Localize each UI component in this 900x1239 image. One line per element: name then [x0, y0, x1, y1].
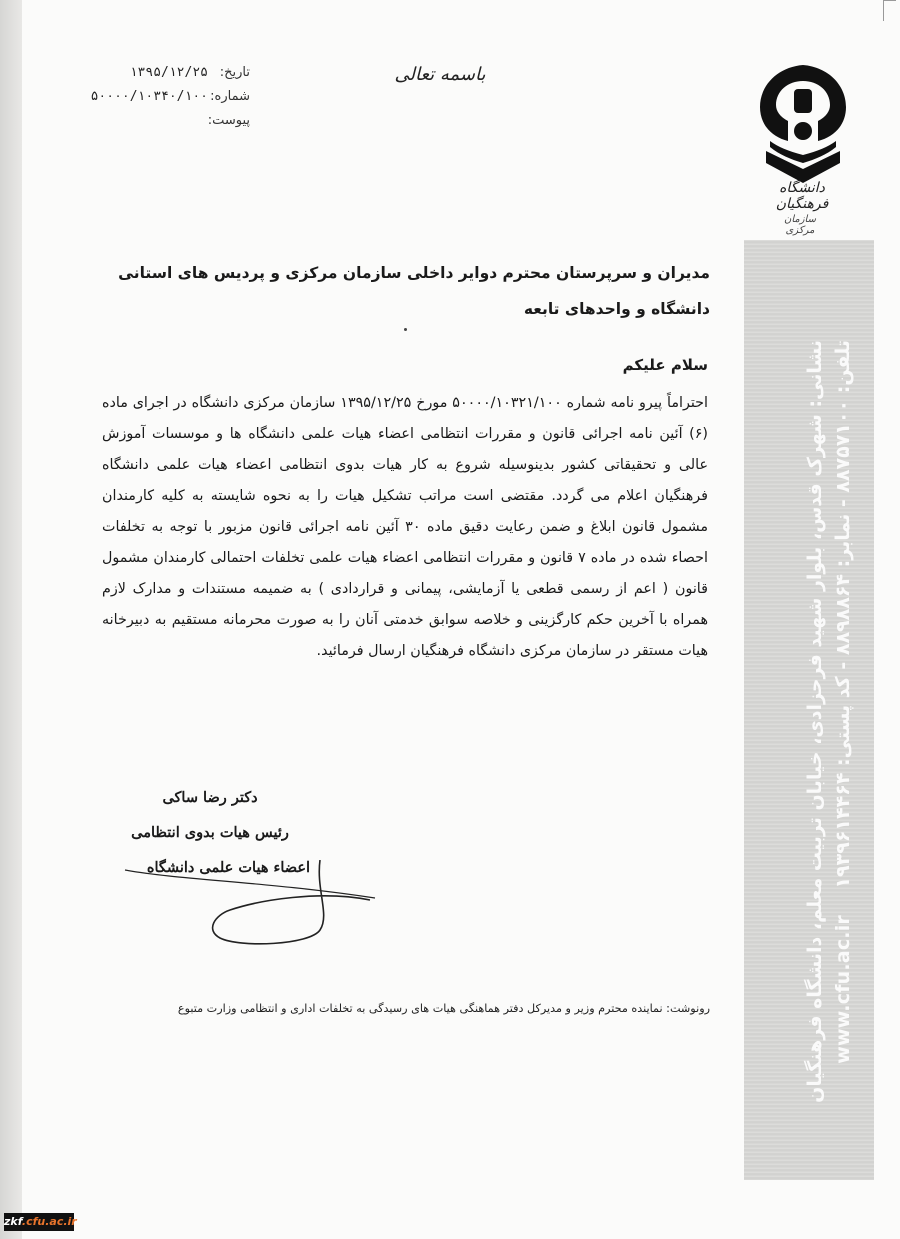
university-name: دانشگاه فرهنگیان — [775, 180, 829, 212]
meta-attachment-row — [80, 108, 250, 132]
scan-speck — [404, 328, 407, 331]
signatory-name: دکتر رضا ساکی — [162, 789, 258, 806]
bismillah-heading: باسمه تعالی — [394, 64, 486, 85]
letter-body: احتراماً پیرو نامه شماره ۵۰۰۰۰/۱۰۳۲۱/۱۰۰ مورخ ۱۳۹۵/۱۲/۲۵ سازمان مرکزی دانشگاه در اجرای ماده (۶) آئین نامه اجرائی قانون و مقررات انتظامی اعضاء هیات علمی دانشگاه ها و موسسات آموزش عالی و تحقیقاتی کشور بدینوسیله شروع به کار هیات بدوی انتظامی اعضاء هیات علمی دانشگاه فرهنگیان اعلام می گردد. مقتضی است مراتب تشکیل هیات را به نحوه شایسته به کلیه کارمندان مشمول قانون ابلاغ و ضمن رعایت دقیق ماده ۳۰ آئین نامه اجرائی قانون مزبور با توجه به تخلفات احصاء شده در ماده ۷ قانون و مقررات انتظامی اعضاء هیات علمی تخلفات احتمالی کارمندان مشمول قانون ( اعم از رسمی قطعی یا آزمایشی، پیمانی و قراردادی ) به ضمیمه مستندات و مدارک لازم همراه با آخرین حکم کارگزینی و خلاصه سوابق خدمتی آنان را به صورت محرمانه مستقیم به دبیرخانه هیات مستقر در سازمان مرکزی دانشگاه فرهنگیان ارسال فرمائید. — [102, 395, 708, 659]
meta-date-value: ۱۳۹۵/۱۲/۲۵ — [129, 64, 208, 80]
signatory-title-2: اعضاء هیات علمی دانشگاه — [146, 859, 310, 876]
meta-attachment-label: پیوست: — [207, 112, 250, 128]
side-strip-website: www.cfu.ac.ir — [832, 915, 854, 1064]
side-strip-address: نشانی: شهرک قدس، بلوار شهید فرحزادی، خیابان تربیت معلم، دانشگاه فرهنگیان — [804, 340, 826, 1103]
side-strip-text — [804, 340, 854, 1103]
source-badge-domain: .cfu.ac.ir — [21, 1215, 77, 1228]
addressee: مدیران و سرپرستان محترم دوایر داخلی سازمان مرکزی و پردیس های استانی دانشگاه و واحدهای تابعه — [118, 264, 710, 318]
meta-date-label: تاریخ: — [219, 64, 250, 80]
source-badge — [4, 1213, 77, 1231]
side-strip-contact — [832, 340, 854, 1064]
letter-meta — [80, 60, 250, 132]
scan-corner-mark — [883, 0, 896, 21]
side-strip-phone: تلفن: ۸۸۷۵۷۱۰۰ - نمابر: ۸۸۹۸۸۶۴ - کد پستی: ۱۹۳۹۶۱۴۴۶۴ — [832, 340, 854, 889]
signatory-title: رئیس هیات بدوی انتظامی — [131, 824, 289, 841]
meta-number-label: شماره: — [210, 88, 250, 104]
university-unit: سازمان مرکزی — [783, 214, 816, 236]
meta-date-row — [80, 60, 250, 84]
handwritten-signature — [120, 860, 380, 950]
source-badge-prefix: zkf — [4, 1215, 22, 1228]
meta-number-row — [80, 84, 250, 108]
greeting: سلام علیکم — [622, 356, 708, 374]
meta-number-value: ۵۰۰۰۰/۱۰۳۴۰/۱۰۰ — [90, 88, 208, 104]
carbon-copy-note: رونوشت: نماینده محترم وزیر و مدیرکل دفتر هماهنگی هیات های رسیدگی به تخلفات اداری و انتظامی وزارت متبوع — [177, 1002, 710, 1015]
